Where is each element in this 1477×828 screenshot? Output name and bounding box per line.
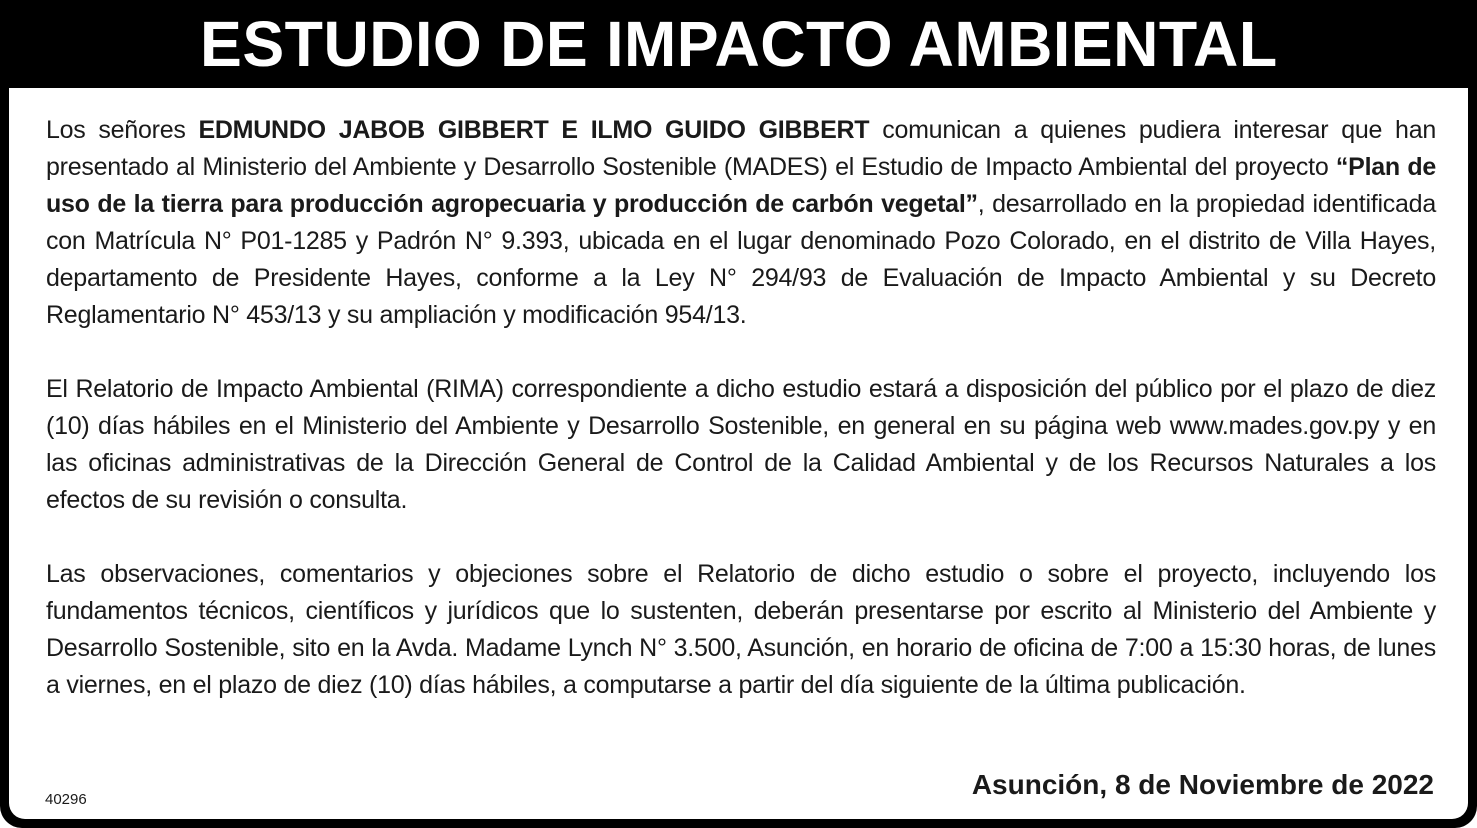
paragraph-announcement	[46, 112, 1436, 334]
notice-body-panel	[9, 88, 1468, 819]
notice-title: ESTUDIO DE IMPACTO AMBIENTAL	[199, 8, 1278, 80]
applicant-names: EDMUNDO JABOB GIBBERT E ILMO GUIDO GIBBERT	[198, 116, 870, 144]
paragraph-rima-availability: El Relatorio de Impacto Ambiental (RIMA) correspondiente a dicho estudio estará a disposición del público por el plazo de diez (10) días hábiles en el Ministerio del Ambiente y Desarrollo Sostenible, en general en su página web www.mades.gov.py y en las oficinas administrativas de la Dirección General de Control de la Calidad Ambiental y de los Recursos Naturales a los efectos de su revisión o consulta.	[46, 375, 1436, 514]
project-title: “Plan de uso de la tierra para producción agropecuaria y producción de carbón vegetal”	[46, 153, 1436, 218]
notice-content	[46, 112, 1436, 741]
paragraph-observations: Las observaciones, comentarios y objeciones sobre el Relatorio de dicho estudio o sobre el proyecto, incluyendo los fundamentos técnicos, científicos y jurídicos que lo sustenten, deberán presentarse por escrito al Ministerio del Ambiente y Desarrollo Sostenible, sito en la Avda. Madame Lynch N° 3.500, Asunción, en horario de oficina de 7:00 a 15:30 horas, de lunes a viernes, en el plazo de diez (10) días hábiles, a computarse a partir del día siguiente de la última publicación.	[46, 560, 1436, 699]
reference-code: 40296	[45, 791, 87, 808]
paragraph-text: comunican a quienes pudiera interesar que han presentado al Ministerio del Ambiente y Desarrollo Sostenible (MADES) el Estudio de Impacto Ambiental del proyecto	[46, 116, 1436, 181]
paragraph-text: , desarrollado en la propiedad identificada con Matrícula N° P01-1285 y Padrón N° 9.393, ubicada en el lugar denominado Pozo Colorado, en el distrito de Villa Hayes, departamento de Presidente Hayes, conforme a la Ley N° 294/93 de Evaluación de Impacto Ambiental y su Decreto Reglamentario N° 453/13 y su ampliación y modificación 954/13.	[46, 190, 1436, 329]
notice-header	[0, 0, 1477, 88]
publication-date: Asunción, 8 de Noviembre de 2022	[971, 769, 1434, 800]
paragraph-text: Los señores	[46, 116, 199, 144]
